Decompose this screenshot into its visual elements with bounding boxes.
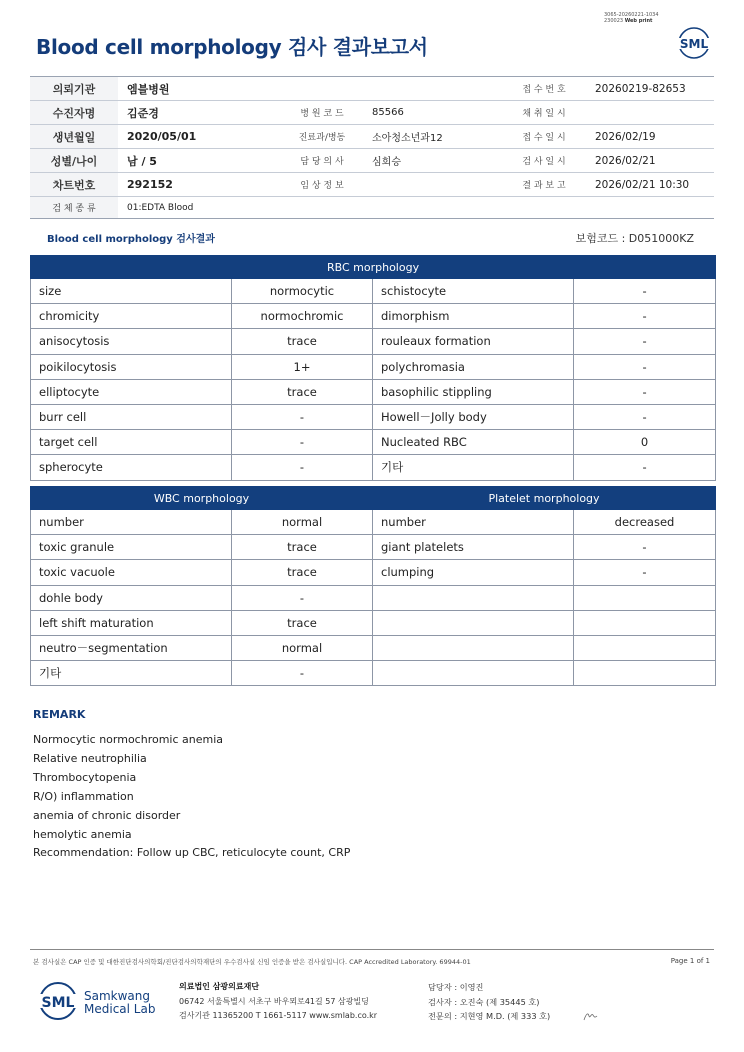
item-name-cell: toxic granule — [31, 535, 232, 560]
web-print-label: Web print — [624, 18, 653, 24]
item-result-cell: - — [574, 304, 716, 329]
patient-info-row — [30, 101, 714, 125]
info-label: 병 원 코 드 — [300, 109, 344, 119]
item-result-cell — [574, 635, 716, 660]
lab-logo-line2: Medical Lab — [84, 1002, 156, 1016]
info-value: 2026/02/19 — [595, 130, 656, 143]
info-label: 차트번호 — [30, 173, 118, 196]
info-value: 소아청소년과12 — [372, 133, 443, 144]
item-name-cell — [373, 610, 574, 635]
table-row — [31, 635, 716, 660]
item-name-cell: number — [31, 510, 232, 535]
item-result-cell: trace — [232, 535, 373, 560]
patient-info-row — [30, 149, 714, 173]
info-label: 생년월일 — [30, 125, 118, 148]
remark-list — [33, 731, 350, 863]
item-name-cell: elliptocyte — [31, 379, 232, 404]
wbc-header: WBC morphology — [31, 487, 373, 510]
footer-divider — [30, 949, 714, 950]
item-result-cell: - — [574, 404, 716, 429]
table-row — [31, 329, 716, 354]
item-name-cell: left shift maturation — [31, 610, 232, 635]
info-label: 담 당 의 사 — [300, 157, 344, 167]
table-row — [31, 610, 716, 635]
item-name-cell: neutro－segmentation — [31, 635, 232, 660]
specimen-row — [30, 197, 714, 219]
item-name-cell: poikilocytosis — [31, 354, 232, 379]
info-value: 20260219-82653 — [595, 82, 686, 95]
table-row — [31, 430, 716, 455]
item-name-cell: 기타 — [373, 455, 574, 480]
item-result-cell: - — [574, 455, 716, 480]
organization-info — [179, 980, 377, 1024]
item-name-cell: giant platelets — [373, 535, 574, 560]
remark-line: Thrombocytopenia — [33, 770, 137, 784]
table-row — [31, 585, 716, 610]
organization-name: 의료법인 삼광의료재단 — [179, 982, 260, 991]
item-result-cell: trace — [232, 610, 373, 635]
info-label: 접 수 번 호 — [522, 85, 566, 95]
table-row — [31, 354, 716, 379]
item-name-cell: chromicity — [31, 304, 232, 329]
table-row — [31, 404, 716, 429]
info-label: 검 사 일 시 — [522, 157, 566, 167]
rbc-morphology-table — [30, 255, 716, 481]
platelet-header: Platelet morphology — [373, 487, 716, 510]
info-value: 심희승 — [372, 157, 401, 168]
item-result-cell: - — [574, 560, 716, 585]
item-name-cell — [373, 635, 574, 660]
table-row — [31, 379, 716, 404]
info-value: 2026/02/21 — [595, 154, 656, 167]
info-label: 진료과/병동 — [298, 133, 346, 143]
staff-specialist: 전문의 : 지현영 M.D. (제 333 호) — [428, 1011, 551, 1021]
item-result-cell: trace — [232, 560, 373, 585]
item-result-cell — [574, 610, 716, 635]
item-name-cell: 기타 — [31, 661, 232, 686]
table-row — [31, 510, 716, 535]
item-result-cell: - — [232, 661, 373, 686]
document-code — [604, 12, 694, 24]
svg-text:SML: SML — [41, 995, 75, 1011]
item-name-cell: number — [373, 510, 574, 535]
info-label: 채 취 일 시 — [522, 109, 566, 119]
item-result-cell: - — [232, 585, 373, 610]
remark-title: REMARK — [33, 708, 86, 721]
specimen-value: 01:EDTA Blood — [127, 202, 194, 213]
info-label: 접 수 일 시 — [522, 133, 566, 143]
item-name-cell: basophilic stippling — [373, 379, 574, 404]
staff-info — [428, 980, 550, 1024]
item-result-cell: - — [574, 535, 716, 560]
document-code-line1: 3065-20260221-1034 — [604, 12, 659, 18]
document-code-line2: 230023 — [604, 18, 624, 24]
item-name-cell: Nucleated RBC — [373, 430, 574, 455]
info-value: 292152 — [127, 178, 173, 191]
item-name-cell: Howell－Jolly body — [373, 404, 574, 429]
remark-line: Normocytic normochromic anemia — [33, 733, 224, 746]
item-name-cell: spherocyte — [31, 455, 232, 480]
item-result-cell: - — [574, 379, 716, 404]
item-name-cell: dimorphism — [373, 304, 574, 329]
lab-logo-line1: Samkwang — [84, 989, 150, 1003]
item-result-cell: normochromic — [232, 304, 373, 329]
item-name-cell: size — [31, 279, 232, 304]
table-row — [31, 279, 716, 304]
page-number: Page 1 of 1 — [670, 957, 710, 965]
item-result-cell: normal — [232, 635, 373, 660]
section-title: Blood cell morphology 검사결과 — [47, 234, 215, 245]
item-name-cell: target cell — [31, 430, 232, 455]
item-result-cell — [574, 585, 716, 610]
item-name-cell — [373, 585, 574, 610]
staff-examiner: 검사자 : 오진숙 (제 35445 호) — [428, 996, 540, 1007]
item-result-cell: trace — [232, 379, 373, 404]
item-name-cell — [373, 661, 574, 686]
remark-line: anemia of chronic disorder — [33, 808, 181, 822]
organization-address: 06742 서울특별시 서초구 바우뫼로41길 57 삼광빌딩 — [179, 996, 369, 1006]
insurance-code: 보험코드 : D051000KZ — [575, 232, 694, 245]
wbc-platelet-morphology-table — [30, 486, 716, 686]
info-label: 의뢰기관 — [30, 77, 118, 100]
info-value: 남 / 5 — [127, 154, 157, 168]
info-value: 김준경 — [127, 106, 159, 120]
info-value: 2020/05/01 — [127, 130, 197, 143]
organization-contact: 검사기관 11365200 T 1661-5117 www.smlab.co.kr — [179, 1011, 378, 1020]
sml-logo-icon — [674, 26, 714, 60]
remark-line: Recommendation: Follow up CBC, reticulocyte count, CRP — [33, 846, 351, 860]
table-row — [31, 535, 716, 560]
rbc-header: RBC morphology — [31, 256, 716, 279]
table-row — [31, 661, 716, 686]
item-result-cell: - — [232, 430, 373, 455]
item-name-cell: rouleaux formation — [373, 329, 574, 354]
info-label: 성별/나이 — [30, 149, 118, 172]
item-name-cell: dohle body — [31, 585, 232, 610]
info-value: 85566 — [372, 107, 404, 118]
patient-info-row — [30, 173, 714, 197]
item-name-cell: anisocytosis — [31, 329, 232, 354]
remark-line: hemolytic anemia — [33, 827, 132, 841]
item-result-cell: 1+ — [232, 354, 373, 379]
remark-line: Relative neutrophilia — [33, 751, 147, 765]
info-label: 결 과 보 고 — [522, 181, 566, 191]
signature-icon — [582, 1010, 598, 1022]
item-result-cell: - — [232, 455, 373, 480]
accreditation-note: 본 검사실은 CAP 인증 및 대한진단검사의학회/진단검사의학재단의 우수검사실 신임 인증을 받은 검사실입니다. CAP Accredited Laboratory. 69944-01 — [33, 958, 471, 966]
patient-info-table — [30, 76, 714, 219]
item-name-cell: schistocyte — [373, 279, 574, 304]
info-value: 엠블병원 — [127, 82, 170, 96]
lab-logo-text — [84, 990, 155, 1016]
info-label: 수진자명 — [30, 101, 118, 124]
item-result-cell — [574, 661, 716, 686]
item-result-cell: decreased — [574, 510, 716, 535]
table-row — [31, 455, 716, 480]
item-result-cell: normal — [232, 510, 373, 535]
specimen-label: 검 체 종 류 — [30, 197, 118, 218]
item-result-cell: - — [574, 354, 716, 379]
table-row — [31, 560, 716, 585]
item-name-cell: clumping — [373, 560, 574, 585]
table-row — [31, 304, 716, 329]
item-result-cell: normocytic — [232, 279, 373, 304]
item-result-cell: - — [232, 404, 373, 429]
item-name-cell: polychromasia — [373, 354, 574, 379]
item-result-cell: - — [574, 279, 716, 304]
sml-logo-icon — [37, 980, 79, 1022]
remark-line: R/O) inflammation — [33, 789, 134, 803]
report-title: Blood cell morphology 검사 결과보고서 — [36, 35, 428, 59]
info-value: 2026/02/21 10:30 — [595, 178, 690, 191]
info-label: 임 상 정 보 — [300, 181, 344, 191]
patient-info-row — [30, 125, 714, 149]
svg-text:SML: SML — [679, 37, 709, 51]
patient-info-row — [30, 77, 714, 101]
item-name-cell: burr cell — [31, 404, 232, 429]
item-name-cell: toxic vacuole — [31, 560, 232, 585]
item-result-cell: - — [574, 329, 716, 354]
item-result-cell: trace — [232, 329, 373, 354]
item-result-cell: 0 — [574, 430, 716, 455]
staff-in-charge: 담당자 : 이영진 — [428, 982, 484, 992]
